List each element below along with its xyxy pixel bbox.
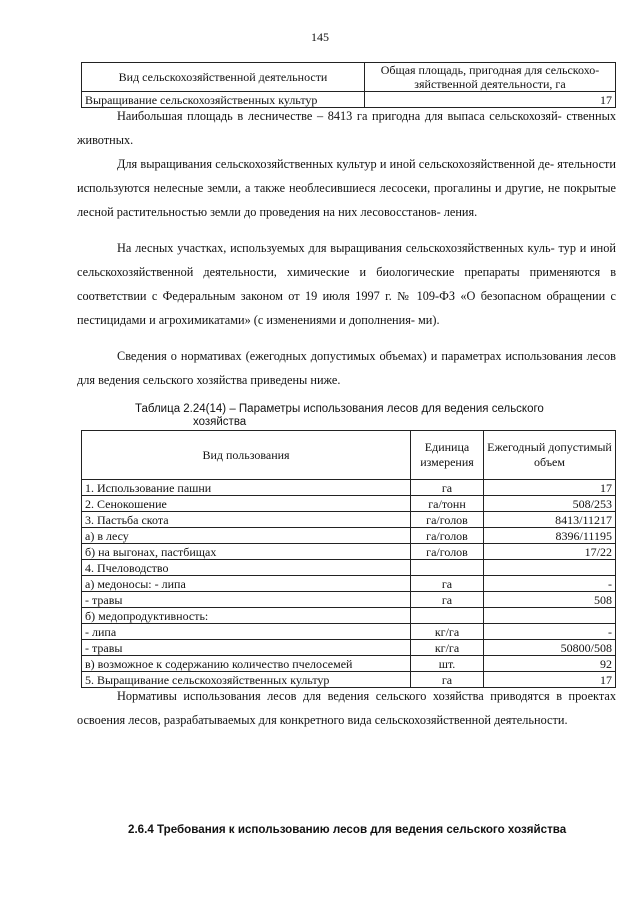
table-header-row bbox=[82, 431, 616, 480]
table-caption bbox=[135, 403, 555, 429]
table-cell: 17 bbox=[365, 92, 616, 108]
table-cell bbox=[411, 608, 484, 624]
table-cell: га/голов bbox=[411, 528, 484, 544]
table-cell: в) возможное к содержанию количество пчелосемей bbox=[82, 656, 411, 672]
table-cell bbox=[411, 560, 484, 576]
table-cell: га bbox=[411, 480, 484, 496]
table-cell: 17 bbox=[484, 672, 616, 688]
table-row bbox=[82, 544, 616, 560]
page-number: 145 bbox=[311, 30, 329, 44]
table-cell bbox=[484, 608, 616, 624]
table-cell bbox=[484, 560, 616, 576]
header-cell: Вид сельскохозяйственной деятельности bbox=[82, 63, 365, 92]
table-cell: 50800/508 bbox=[484, 640, 616, 656]
table-cell: б) медопродуктивность: bbox=[82, 608, 411, 624]
forest-use-parameters-table bbox=[81, 430, 616, 688]
table-row bbox=[82, 640, 616, 656]
table-cell: 17/22 bbox=[484, 544, 616, 560]
table-caption-line: Таблица 2.24(14) – Параметры использования лесов для ведения сельского bbox=[135, 403, 544, 415]
table-cell: шт. bbox=[411, 656, 484, 672]
table-row bbox=[82, 624, 616, 640]
table-cell: 92 bbox=[484, 656, 616, 672]
table-cell: - bbox=[484, 576, 616, 592]
table-cell: га bbox=[411, 672, 484, 688]
table-header-row bbox=[82, 63, 616, 92]
table-row bbox=[82, 512, 616, 528]
table-cell: 3. Пастьба скота bbox=[82, 512, 411, 528]
table-cell: - bbox=[484, 624, 616, 640]
table-cell: а) в лесу bbox=[82, 528, 411, 544]
table-cell: 8396/11195 bbox=[484, 528, 616, 544]
table-cell: 2. Сенокошение bbox=[82, 496, 411, 512]
table-cell: кг/га bbox=[411, 624, 484, 640]
header-cell: Единица измерения bbox=[411, 431, 484, 480]
table-cell: 508 bbox=[484, 592, 616, 608]
table-row bbox=[82, 576, 616, 592]
table-row bbox=[82, 480, 616, 496]
table-row bbox=[82, 592, 616, 608]
table-cell: 5. Выращивание сельскохозяйственных культур bbox=[82, 672, 411, 688]
table-cell: 508/253 bbox=[484, 496, 616, 512]
table-cell: 1. Использование пашни bbox=[82, 480, 411, 496]
header-cell: Ежегодный допустимый объем bbox=[484, 431, 616, 480]
table-row bbox=[82, 656, 616, 672]
table-cell: 4. Пчеловодство bbox=[82, 560, 411, 576]
table-cell: б) на выгонах, пастбищах bbox=[82, 544, 411, 560]
table-row bbox=[82, 496, 616, 512]
table-cell: га/голов bbox=[411, 544, 484, 560]
table-cell: - травы bbox=[82, 640, 411, 656]
paragraph: На лесных участках, используемых для выращивания сельскохозяйственных куль- тур и иной сельскохозяйственной деятельности, химические и биологические препараты применяются в соответствии с Федеральным законом от 19 июля 1997 г. № 109-ФЗ «О безопасном обращении с пестицидами и агрохимикатами» (с изменениями и дополнения- ми). bbox=[77, 241, 616, 327]
table-row bbox=[82, 528, 616, 544]
table-cell: - липа bbox=[82, 624, 411, 640]
header-cell: Общая площадь, пригодная для сельскохо- зяйственной деятельности, га bbox=[365, 63, 616, 92]
section-heading: 2.6.4 Требования к использованию лесов для ведения сельского хозяйства bbox=[128, 823, 567, 836]
table-cell: Выращивание сельскохозяйственных культур bbox=[82, 92, 365, 108]
table-cell: га/голов bbox=[411, 512, 484, 528]
agricultural-area-table bbox=[81, 62, 616, 108]
paragraph: Нормативы использования лесов для ведения сельского хозяйства приводятся в проектах освоения лесов, разрабатываемых для конкретного вида сельскохозяйственной деятельности. bbox=[77, 689, 616, 727]
table-caption-line: хозяйства bbox=[193, 416, 247, 428]
paragraph: Для выращивания сельскохозяйственных культур и иной сельскохозяйственной де- ятельности используются нелесные земли, а также необлесившиеся лесосеки, прогалины и другие, не покрытые лесной растительностью земли до проведения на них лесовосстанов- ления. bbox=[77, 157, 616, 219]
table-cell: кг/га bbox=[411, 640, 484, 656]
table-cell: 8413/11217 bbox=[484, 512, 616, 528]
table-row bbox=[82, 560, 616, 576]
table-cell: га/тонн bbox=[411, 496, 484, 512]
table-cell: га bbox=[411, 592, 484, 608]
table-cell: а) медоносы: - липа bbox=[82, 576, 411, 592]
table-cell: га bbox=[411, 576, 484, 592]
table-row bbox=[82, 608, 616, 624]
table-cell: - травы bbox=[82, 592, 411, 608]
paragraph: Сведения о нормативах (ежегодных допустимых объемах) и параметрах использования лесов для ведения сельского хозяйства приведены ниже. bbox=[77, 349, 616, 387]
table-cell: 17 bbox=[484, 480, 616, 496]
paragraph: Наибольшая площадь в лесничестве – 8413 га пригодна для выпаса сельскохозяй- ственных животных. bbox=[77, 109, 616, 147]
header-cell: Вид пользования bbox=[82, 431, 411, 480]
